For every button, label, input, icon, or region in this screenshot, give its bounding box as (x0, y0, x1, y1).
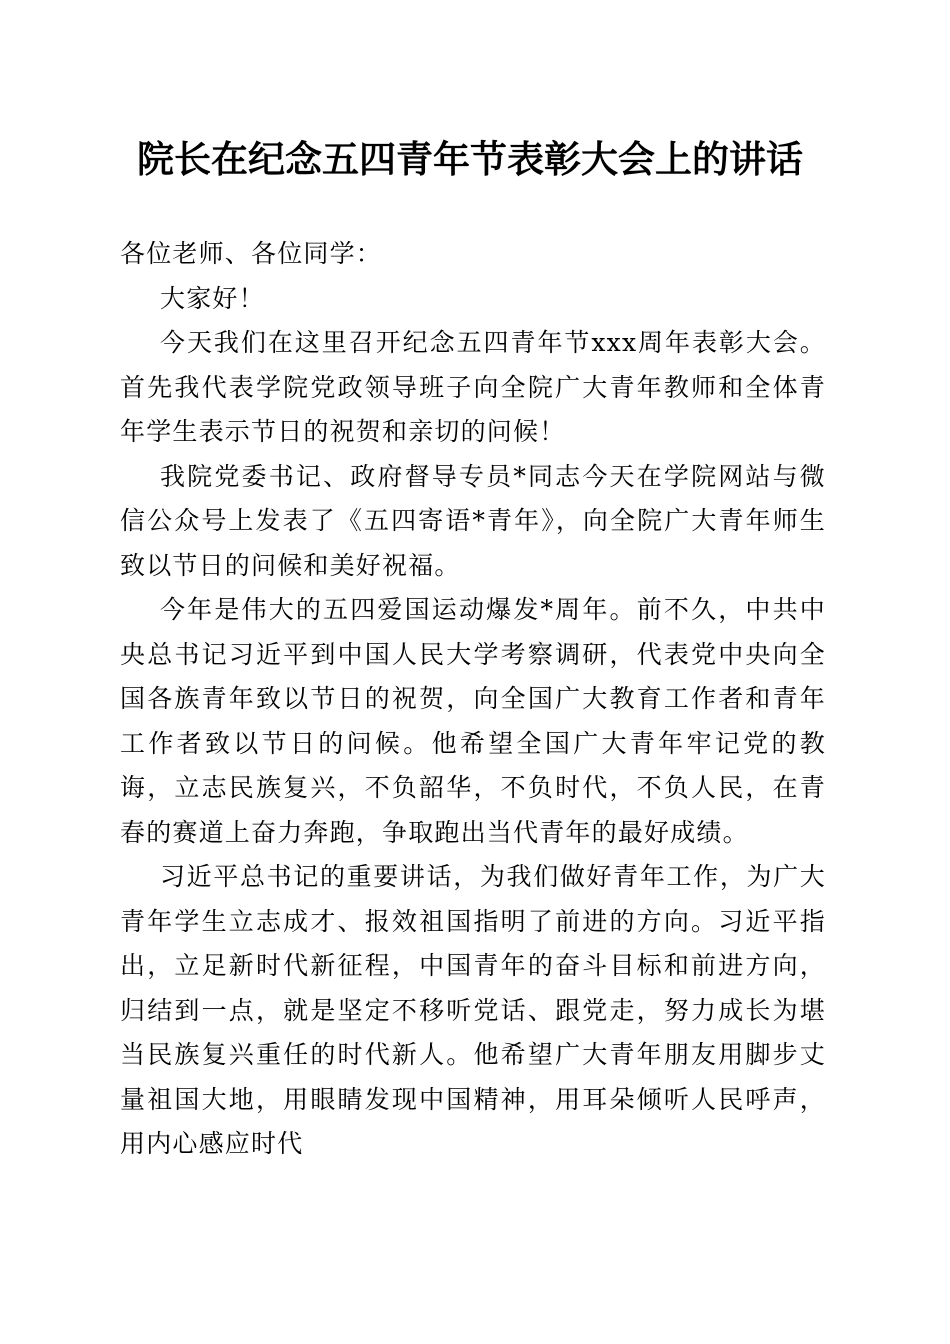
salutation: 各位老师、各位同学： (120, 239, 383, 268)
paragraph-greeting: 大家好！ (160, 283, 265, 313)
paragraph-message: 我院党委书记、政府督导专员*同志今天在学院网站与微信公众号上发表了《五四寄语*青年》，向全院广大青年师生致以节日的问候和美好祝福。 (120, 461, 826, 580)
paragraph-speech: 习近平总书记的重要讲话，为我们做好青年工作，为广大青年学生立志成才、报效祖国指明了前进的方向。习近平指出，立足新时代新征程，中国青年的奋斗目标和前进方向，归结到一点，就是坚定不移听党话、跟党走，努力成长为堪当民族复兴重任的时代新人。他希望广大青年朋友用脚步丈量祖国大地，用眼睛发现中国精神，用耳朵倾听人民呼声，用内心感应时代 (120, 862, 826, 1158)
document-body (120, 232, 826, 1167)
document-title: 院长在纪念五四青年节表彰大会上的讲话 (137, 137, 803, 181)
paragraph-opening: 今天我们在这里召开纪念五四青年节xxx周年表彰大会。首先我代表学院党政领导班子向全院广大青年教师和全体青年学生表示节日的祝贺和亲切的问候！ (120, 328, 826, 446)
paragraph-anniversary: 今年是伟大的五四爱国运动爆发*周年。前不久，中共中央总书记习近平到中国人民大学考察调研，代表党中央向全国各族青年致以节日的祝贺，向全国广大教育工作者和青年工作者致以节日的问候。他希望全国广大青年牢记党的教诲，立志民族复兴，不负韶华，不负时代，不负人民，在青春的赛道上奋力奔跑，争取跑出当代青年的最好成绩。 (120, 595, 826, 847)
